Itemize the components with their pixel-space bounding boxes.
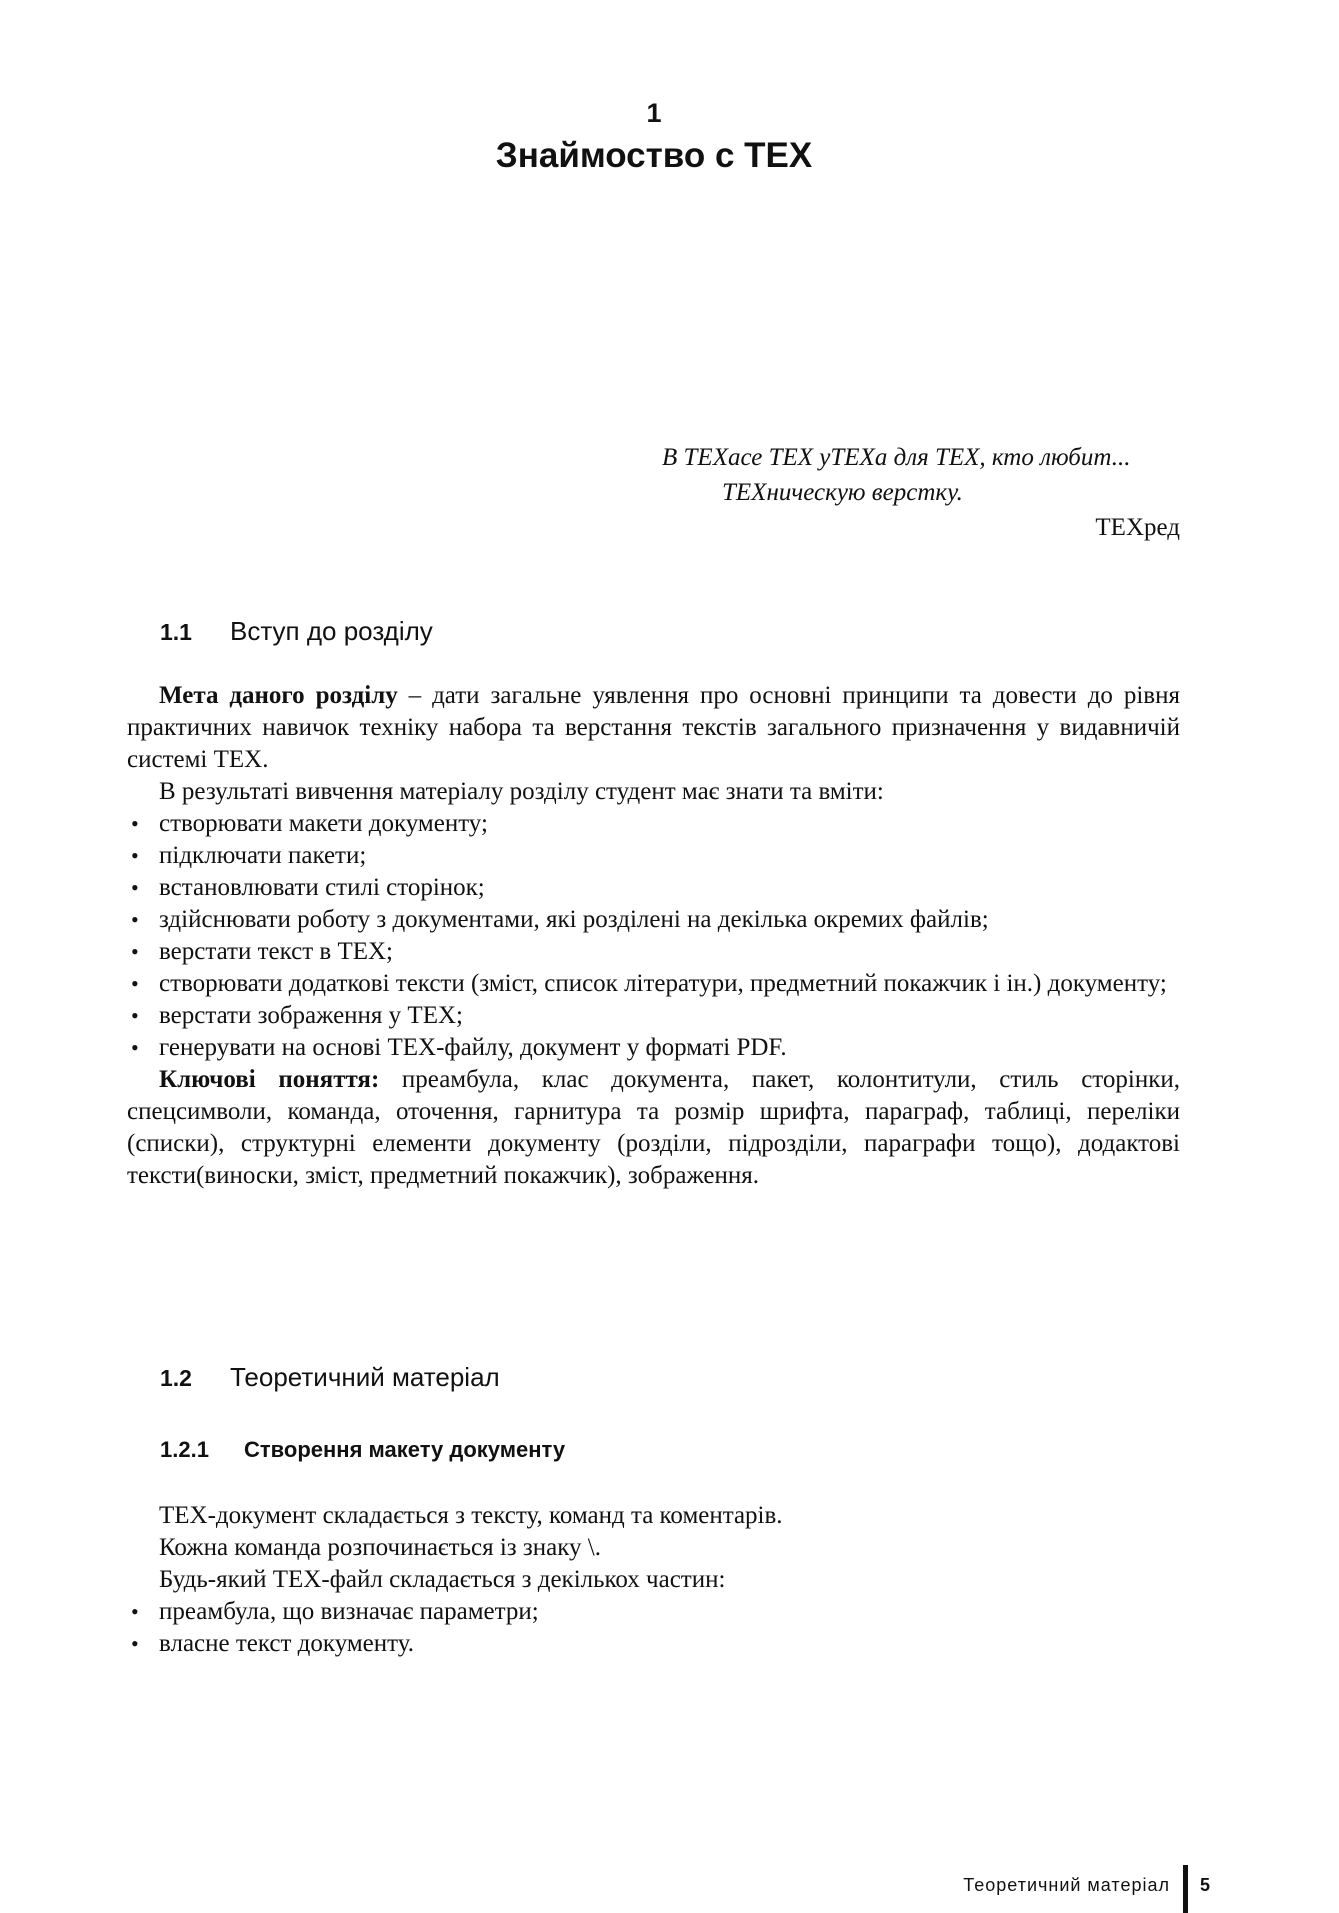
list-item-text: створювати макети документу; (159, 810, 488, 837)
list-item (127, 1032, 1180, 1064)
text-line-1: TEX-документ складається з тексту, команд та коментарів. (159, 1502, 783, 1529)
list-item-text: підключати пакети; (159, 842, 367, 869)
keywords-label: Ключові поняття: (159, 1066, 380, 1093)
bullet-icon: • (131, 811, 139, 836)
list-item (127, 968, 1180, 1000)
keywords-text: преамбула, клас документа, пакет, колонтитули, стиль сторінки, спецсимволи, команда, оточення, гарнитура та розмір шрифта, параграф, таблиці, переліки (списки), структурні елементи документу (розділи, підрозділи, параграфи тощо), додактові тексти(виноски, зміст, предметний покажчик), зображення. (127, 1066, 1180, 1189)
list-item (127, 1000, 1180, 1032)
list-item-text: преамбула, що визначає параметри; (159, 1598, 539, 1625)
epigraph-line-1: В TEXасе TEX уTEXа для TEX, кто любит... (662, 444, 1131, 471)
parts-list (127, 1596, 1180, 1660)
goal-paragraph (127, 680, 1180, 776)
goal-text: – дати загальне уявлення про основні принципи та довести до рівня практичних навичок техніку набора та верстання текстів загального призначення у видавничій системі TEX. (127, 682, 1180, 773)
subsection-number: 1.2.1 (160, 1437, 209, 1462)
subsection-heading-1-2-1 (160, 1437, 565, 1463)
list-item (127, 904, 1180, 936)
running-title: Теоретичний матеріал (963, 1875, 1170, 1895)
bullet-icon: • (131, 1035, 139, 1060)
text-line-3: Будь-який TEX-файл складається з декількох частин: (159, 1566, 726, 1593)
section-title: Вступ до розділу (230, 616, 433, 646)
list-item-text: встановлювати стилі сторінок; (159, 874, 485, 901)
bullet-icon: • (131, 1599, 139, 1624)
bullet-icon: • (131, 939, 139, 964)
list-item (127, 936, 1180, 968)
list-item-text: власне текст документу. (159, 1630, 415, 1657)
list-item-text: створювати додаткові тексти (зміст, список літератури, предметний покажчик і ін.) документу; (159, 970, 1167, 997)
epigraph-line-2: TEXническую верстку. (722, 479, 963, 506)
bullet-icon: • (131, 907, 139, 932)
list-item-text: генерувати на основі TEX-файлу, документ у форматі PDF. (159, 1034, 787, 1061)
page-footer (920, 1865, 1220, 1913)
footer-divider (1183, 1865, 1188, 1913)
bullet-icon: • (131, 875, 139, 900)
section-number: 1.2 (160, 1365, 192, 1391)
text-line-2: Кожна команда розпочинається із знаку \. (159, 1534, 601, 1561)
outcome-intro: В результаті вивчення матеріалу розділу студент має знати та вміти: (159, 778, 884, 805)
outcomes-list (127, 808, 1180, 1064)
page-number: 5 (1199, 1875, 1210, 1895)
list-item-text: верстати текст в TEX; (159, 938, 393, 965)
list-item (127, 808, 1180, 840)
list-item (127, 1628, 1180, 1660)
list-item-text: здійснювати роботу з документами, які розділені на декілька окремих файлів; (159, 906, 989, 933)
goal-label: Мета даного розділу (159, 682, 398, 709)
section-heading-1-2 (160, 1362, 500, 1393)
list-item (127, 1596, 1180, 1628)
keywords-paragraph (127, 1064, 1180, 1192)
section-1-1-body (127, 680, 1180, 1192)
list-item-text: верстати зображення у TEX; (159, 1002, 463, 1029)
chapter-number: 1 (646, 98, 662, 128)
subsection-1-2-1-body (127, 1500, 1180, 1660)
chapter-title: Знаймоство с TEX (495, 136, 813, 175)
bullet-icon: • (131, 843, 139, 868)
list-item (127, 840, 1180, 872)
bullet-icon: • (131, 1631, 139, 1656)
bullet-icon: • (131, 971, 139, 996)
section-title: Теоретичний матеріал (230, 1362, 500, 1392)
epigraph-source: TEXред (1095, 514, 1180, 541)
section-heading-1-1 (160, 616, 433, 647)
subsection-title: Створення макету документу (244, 1437, 566, 1462)
section-number: 1.1 (160, 619, 192, 645)
list-item (127, 872, 1180, 904)
epigraph (640, 440, 1180, 545)
bullet-icon: • (131, 1003, 139, 1028)
